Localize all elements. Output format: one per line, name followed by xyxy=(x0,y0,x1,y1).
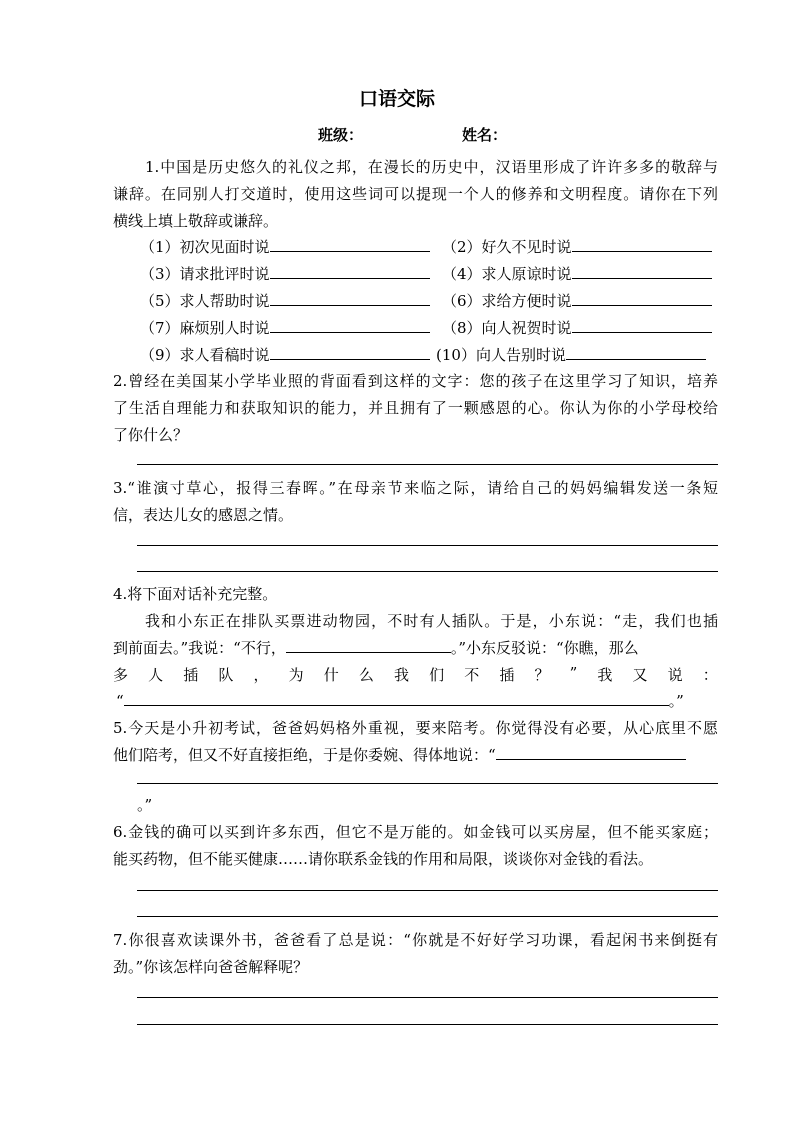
q1-text-line-1: 1.中国是历史悠久的礼仪之邦，在漫长的历史中，汉语里形成了许许多多的敬辞与 xyxy=(145,158,718,176)
q4-text-line-2 xyxy=(113,637,718,658)
q4-char: ” xyxy=(569,664,578,682)
q4-blank-1[interactable] xyxy=(286,638,451,653)
q4-char: 插 xyxy=(183,666,199,684)
q1-item-4 xyxy=(442,263,712,284)
q5-text-line-2 xyxy=(113,744,686,765)
q4-char: 我 xyxy=(394,666,410,684)
q1-item-7 xyxy=(140,317,430,338)
q4-char: ： xyxy=(702,666,718,684)
q1-item-2-label: （2）好久不见时说 xyxy=(442,238,572,256)
page-title: 口语交际 xyxy=(358,88,435,110)
q5-line2-text: 他们陪考，但又不好直接拒绝，于是你委婉、得体地说：“ xyxy=(113,746,496,764)
q7-text-line-1: 7.你很喜欢读课外书，爸爸看了总是说：“你就是不好好学习功课，看起闲书来倒挺有 xyxy=(113,931,718,949)
q1-item-1 xyxy=(140,236,430,257)
q5-text-line-1: 5.今天是小升初考试，爸爸妈妈格外重视，要来陪考。你觉得没有必要，从心底里不愿 xyxy=(113,719,718,737)
q1-item-5-blank[interactable] xyxy=(270,291,430,306)
q3-answer-line-2[interactable] xyxy=(137,571,718,572)
q1-item-3-label: （3）请求批评时说 xyxy=(140,265,270,283)
q4-line4-quote-open: “ xyxy=(116,692,124,710)
q1-item-3-blank[interactable] xyxy=(270,264,430,279)
q1-text-line-2: 谦辞。在同别人打交道时，使用这些词可以提现一个人的修养和文明程度。请你在下列 xyxy=(113,185,718,203)
q1-item-8-blank[interactable] xyxy=(572,318,712,333)
q6-answer-line-1[interactable] xyxy=(137,890,718,891)
q3-text-line-2: 信，表达儿女的感恩之情。 xyxy=(113,506,294,524)
q4-text-line-4 xyxy=(116,690,684,711)
q1-item-1-blank[interactable] xyxy=(270,237,430,252)
q4-char: ， xyxy=(253,666,269,684)
q6-answer-line-2[interactable] xyxy=(137,916,718,917)
q4-char: 什 xyxy=(323,666,339,684)
q2-text-line-2: 了生活自理能力和获取知识的能力，并且拥有了一颗感恩的心。你认为你的小学母校给 xyxy=(113,399,718,417)
q3-text-line-1: 3.“谁演寸草心，报得三春晖。”在母亲节来临之际，请给自己的妈妈编辑发送一条短 xyxy=(113,479,718,497)
q4-char: 不 xyxy=(464,666,480,684)
q5-blank-1[interactable] xyxy=(496,745,686,760)
q4-line4-quote-close: 。” xyxy=(668,692,684,710)
q1-item-10-blank[interactable] xyxy=(566,345,706,360)
q4-blank-2[interactable] xyxy=(124,691,669,706)
name-label: 姓名： xyxy=(462,126,508,144)
q7-answer-line-2[interactable] xyxy=(137,1024,718,1025)
q1-item-10 xyxy=(436,344,706,365)
q4-line2-start: 到前面去。”我说：“不行， xyxy=(113,639,286,657)
q1-item-7-label: （7）麻烦别人时说 xyxy=(140,319,270,337)
q5-text-line-4: 。” xyxy=(137,796,153,814)
q4-char: 么 xyxy=(358,666,374,684)
q4-char: 多 xyxy=(113,666,129,684)
q4-char: 队 xyxy=(218,666,234,684)
q1-item-2-blank[interactable] xyxy=(572,237,712,252)
q4-line2-end: 。”小东反驳说：“你瞧，那么 xyxy=(450,639,639,657)
q1-item-9-blank[interactable] xyxy=(270,345,430,360)
q4-char: 说 xyxy=(667,666,683,684)
q1-text-line-3: 横线上填上敬辞或谦辞。 xyxy=(113,212,279,230)
q1-item-2 xyxy=(442,236,712,257)
q1-item-4-label: （4）求人原谅时说 xyxy=(442,265,572,283)
q4-char: 为 xyxy=(288,666,304,684)
q2-text-line-1: 2.曾经在美国某小学毕业照的背面看到这样的文字：您的孩子在这里学习了知识，培养 xyxy=(113,372,718,390)
q1-item-7-blank[interactable] xyxy=(270,318,430,333)
q1-item-6 xyxy=(442,290,712,311)
q4-text-line-1: 我和小东正在排队买票进动物园，不时有人插队。于是，小东说：“走，我们也插 xyxy=(145,612,718,630)
q1-item-5-label: （5）求人帮助时说 xyxy=(140,292,270,310)
q4-char: ？ xyxy=(534,666,550,684)
q4-heading: 4.将下面对话补充完整。 xyxy=(113,585,278,603)
q1-item-10-label: (10）向人告别时说 xyxy=(436,346,566,364)
q2-answer-line-1[interactable] xyxy=(137,464,718,465)
q1-item-6-blank[interactable] xyxy=(572,291,712,306)
class-label: 班级： xyxy=(318,126,364,144)
q6-text-line-2: 能买药物，但不能买健康……请你联系金钱的作用和局限，谈谈你对金钱的看法。 xyxy=(113,850,654,868)
q1-item-8-label: （8）向人祝贺时说 xyxy=(442,319,572,337)
q6-text-line-1: 6.金钱的确可以买到许多东西，但它不是万能的。如金钱可以买房屋，但不能买家庭； xyxy=(113,823,718,841)
q1-item-8 xyxy=(442,317,712,338)
q1-item-3 xyxy=(140,263,430,284)
q1-item-4-blank[interactable] xyxy=(572,264,712,279)
q1-item-5 xyxy=(140,290,430,311)
q7-answer-line-1[interactable] xyxy=(137,997,718,998)
q5-answer-line-1[interactable] xyxy=(137,783,718,784)
q4-char: 我 xyxy=(597,666,613,684)
q4-char: 又 xyxy=(632,666,648,684)
q1-item-1-label: （1）初次见面时说 xyxy=(140,238,270,256)
q1-item-9-label: （9）求人看稿时说 xyxy=(140,346,270,364)
q2-text-line-3: 了你什么？ xyxy=(113,426,189,444)
q3-answer-line-1[interactable] xyxy=(137,545,718,546)
q1-item-9 xyxy=(140,344,430,365)
q7-text-line-2: 劲。”你该怎样向爸爸解释呢？ xyxy=(113,958,309,976)
q4-char: 插 xyxy=(499,666,515,684)
q4-char: 们 xyxy=(429,666,445,684)
q1-item-6-label: （6）求给方便时说 xyxy=(442,292,572,310)
q4-text-line-3 xyxy=(113,664,718,685)
q4-char: 人 xyxy=(148,666,164,684)
